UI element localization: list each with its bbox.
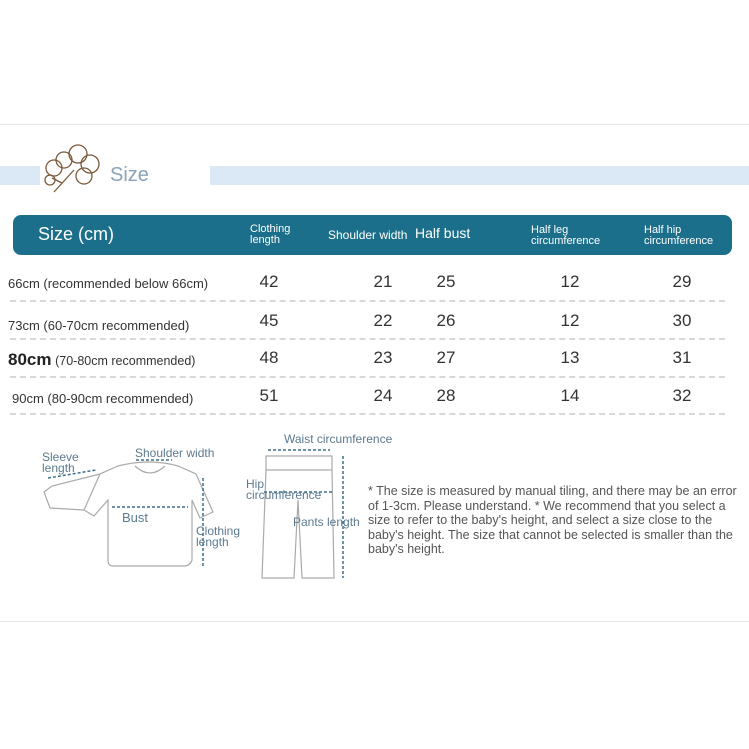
label-sleeve-length (42, 452, 79, 474)
cell-half-bust: 28 (436, 386, 456, 405)
cell-half-hip: 32 (672, 386, 692, 405)
cell-clothing-length: 45 (259, 311, 279, 330)
header-half-hip-line1: Half hip (644, 224, 682, 236)
cell-clothing-length: 48 (259, 348, 279, 367)
header-half-hip-line2: circumference (644, 235, 714, 247)
label-shoulder-width: Shoulder width (135, 446, 215, 460)
row-size-text: 66cm (recommended below 66cm) (8, 276, 209, 291)
cell-half-leg: 14 (560, 386, 580, 405)
row-size-text: 73cm (60-70cm recommended) (8, 318, 190, 333)
label-sleeve-length-line2: length (42, 461, 75, 475)
header-half-leg-line2: circumference (531, 235, 601, 247)
shirt-diagram-icon (84, 462, 213, 566)
cell-half-leg: 12 (560, 311, 580, 330)
label-hip-line1: Hip (246, 477, 265, 491)
cell-half-bust: 26 (436, 311, 456, 330)
banner-title: Size (110, 164, 149, 186)
size-note: * The size is measured by manual tiling, and there may be an error of 1-3cm. Please understand. * We recommend that you select a size to refer to the baby's height, and select a size close to the baby's height. The size that cannot be selected is smaller than the baby's height. (368, 484, 737, 556)
cell-half-leg: 12 (560, 272, 580, 291)
header-half-leg-line1: Half leg (531, 224, 569, 236)
cell-shoulder-width: 21 (373, 272, 393, 291)
label-hip (246, 479, 321, 501)
row-size-main: 80cm (8, 350, 52, 369)
header-clothing-length-line1: Clothing (250, 223, 291, 235)
label-hip-line2: circumference (246, 488, 322, 502)
header-half-bust: Half bust (415, 225, 471, 241)
header-shoulder-width: Shoulder width (328, 228, 408, 242)
header-size: Size (cm) (38, 224, 114, 244)
label-bust: Bust (122, 510, 149, 525)
header-clothing-length-line2: length (250, 234, 280, 246)
cell-shoulder-width: 24 (373, 386, 393, 405)
label-clothing-length-line2: length (196, 535, 229, 549)
cell-clothing-length: 42 (259, 272, 279, 291)
cell-half-leg: 13 (560, 348, 580, 367)
cell-shoulder-width: 23 (373, 348, 393, 367)
cell-half-bust: 27 (436, 348, 456, 367)
cell-half-bust: 25 (436, 272, 456, 291)
row-size-text: 90cm (80-90cm recommended) (12, 391, 194, 406)
bottom-divider (0, 621, 749, 622)
label-pants-length: Pants length (293, 515, 360, 529)
label-clothing-length (196, 526, 240, 548)
cell-half-hip: 31 (672, 348, 692, 367)
label-sleeve-length-line1: Sleeve (42, 450, 79, 464)
cell-half-hip: 30 (672, 311, 692, 330)
cell-shoulder-width: 22 (373, 311, 393, 330)
cell-clothing-length: 51 (259, 386, 279, 405)
label-waist: Waist circumference (284, 432, 393, 446)
label-clothing-length-line1: Clothing (196, 524, 241, 538)
cell-half-hip: 29 (672, 272, 692, 291)
row-size-text: (70-80cm recommended) (55, 354, 196, 368)
